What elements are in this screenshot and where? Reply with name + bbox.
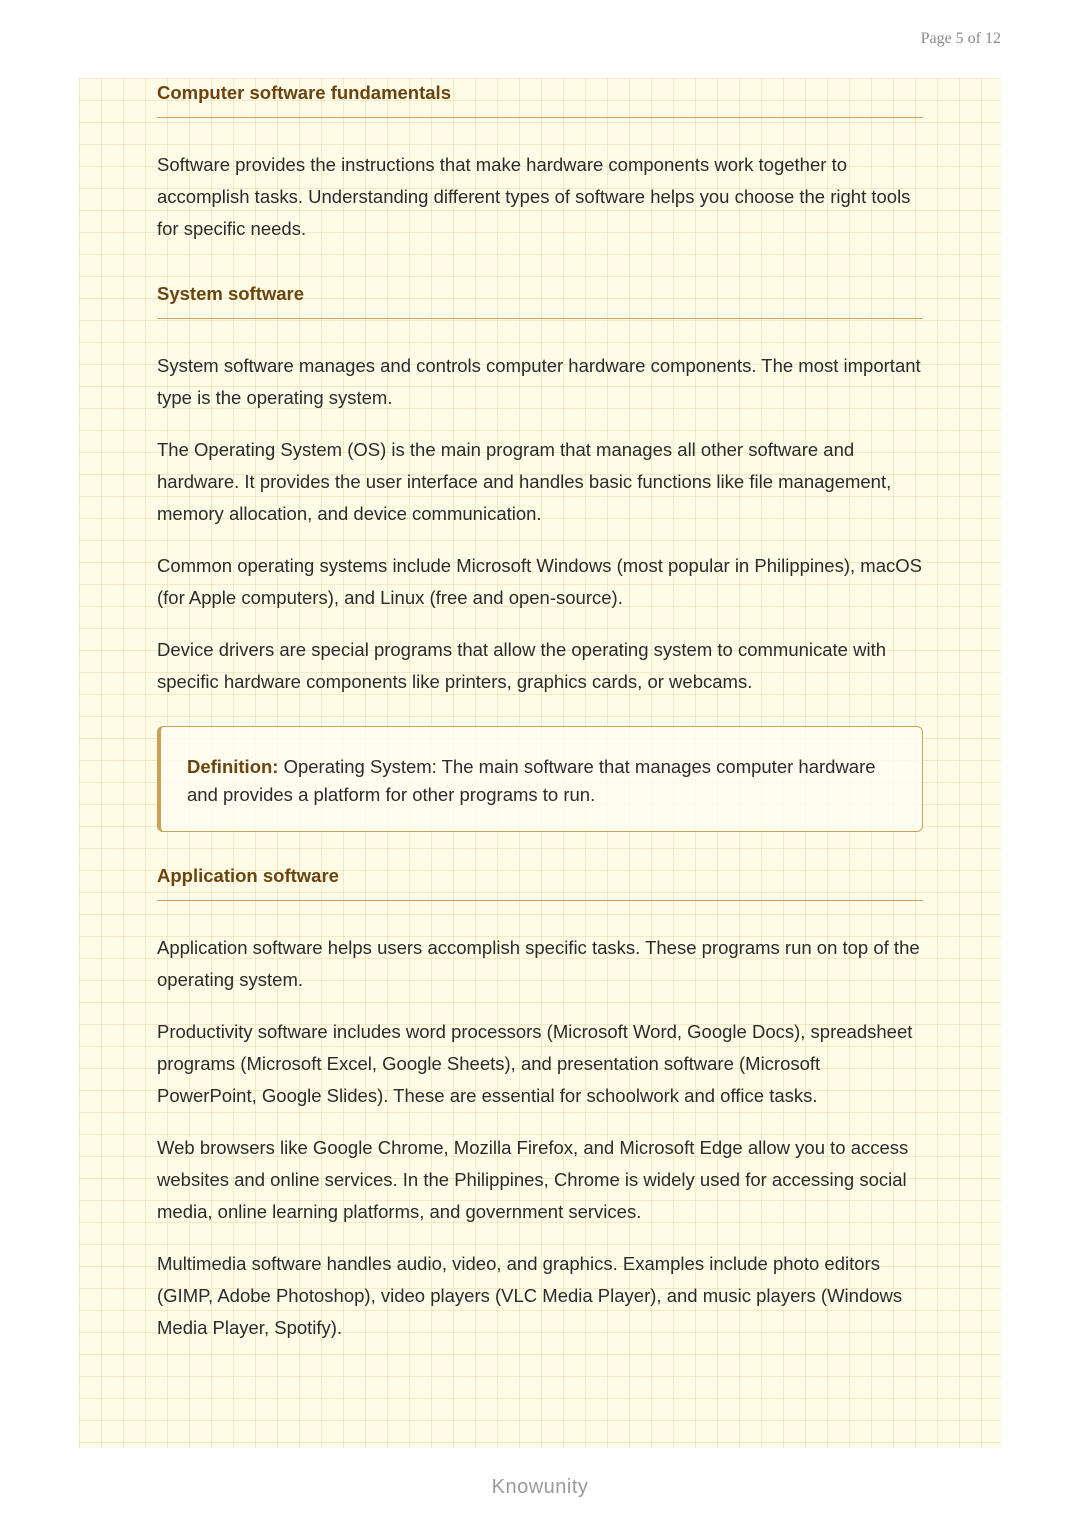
paragraph-operating-system: The Operating System (OS) is the main program that manages all other software and hardware. It provides the user interface and handles basic functions like file management, memory allocation, and device communication. (157, 439, 892, 524)
paragraph-device-drivers: Device drivers are special programs that allow the operating system to communicate with specific hardware components like printers, graphics cards, or webcams. (157, 639, 887, 692)
section-heading-fundamentals: Computer software fundamentals (157, 79, 923, 118)
section-heading-application-software: Application software (157, 862, 923, 901)
grid-paper-sheet (79, 78, 1001, 1448)
paragraph-fundamentals-intro: Software provides the instructions that make hardware components work together to accomplish tasks. Understanding different types of software helps you choose the right tools for specific needs. (157, 154, 911, 239)
section-heading-system-software: System software (157, 280, 923, 319)
footer-brand: Knowunity (491, 1476, 589, 1498)
paragraph-web-browsers: Web browsers like Google Chrome, Mozilla Firefox, and Microsoft Edge allow you to access websites and online services. In the Philippines, Chrome is widely used for accessing social media, online learning platforms, and government services. (157, 1137, 909, 1222)
paragraph-common-os: Common operating systems include Microsoft Windows (most popular in Philippines), macOS (for Apple computers), and Linux (free and open-source). (157, 555, 922, 608)
definition-text: Operating System: The main software that manages computer hardware and provides a platform for other programs to run. (187, 756, 876, 805)
paragraph-system-software-intro: System software manages and controls computer hardware components. The most important type is the operating system. (157, 355, 921, 408)
document-content (157, 78, 923, 1344)
definition-label: Definition: (187, 756, 279, 777)
paragraph-application-software-intro: Application software helps users accomplish specific tasks. These programs run on top of the operating system. (157, 937, 920, 990)
page-number: Page 5 of 12 (920, 30, 1001, 47)
paragraph-multimedia-software: Multimedia software handles audio, video, and graphics. Examples include photo editors (GIMP, Adobe Photoshop), video players (VLC Media Player), and music players (Windows Media Player, Spotify). (157, 1253, 903, 1338)
paragraph-productivity-software: Productivity software includes word processors (Microsoft Word, Google Docs), spreadsheet programs (Microsoft Excel, Google Sheets), and presentation software (Microsoft PowerPoint, Google Slides). These are essential for schoolwork and office tasks. (157, 1021, 913, 1106)
definition-callout (157, 726, 923, 832)
